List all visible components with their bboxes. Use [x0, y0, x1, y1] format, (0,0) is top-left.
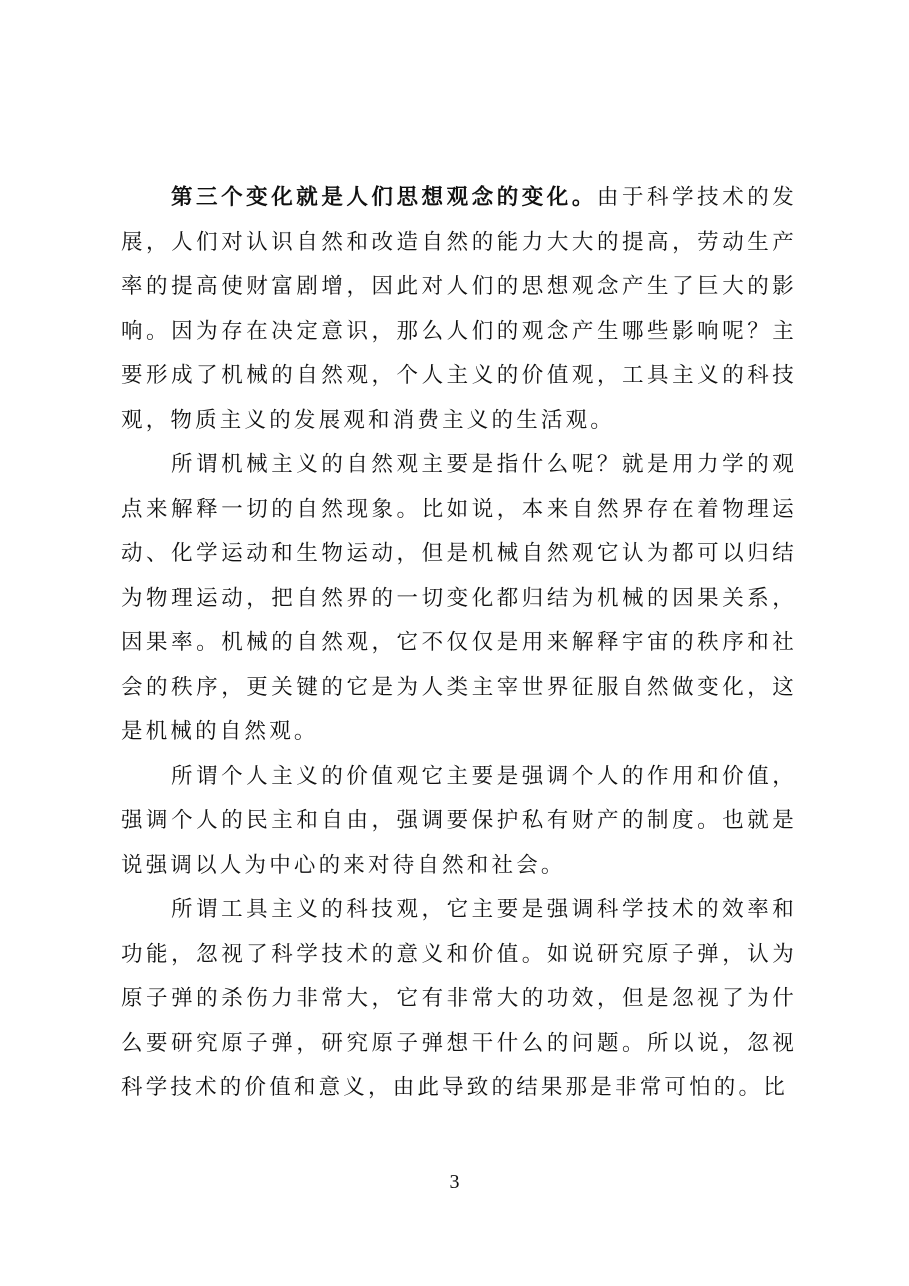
body-text	[121, 176, 797, 1111]
page-number: 3	[449, 1171, 460, 1193]
paragraph-3: 所谓个人主义的价值观它主要是强调个人的作用和价值，强调个人的民主和自由，强调要保护私有财产的制度。也就是说强调以人为中心的来对待自然和社会。	[121, 763, 797, 878]
paragraph-1-text: 由于科学技术的发展，人们对认识自然和改造自然的能力大大的提高，劳动生产率的提高使财富剧增，因此对人们的思想观念产生了巨大的影响。因为存在决定意识，那么人们的观念产生哪些影响呢？主要形成了机械的自然观，个人主义的价值观，工具主义的科技观，物质主义的发展观和消费主义的生活观。	[121, 185, 797, 433]
paragraph-1	[121, 176, 797, 443]
paragraph-4: 所谓工具主义的科技观，它主要是强调科学技术的效率和功能，忽视了科学技术的意义和价值。如说研究原子弹，认为原子弹的杀伤力非常大，它有非常大的功效，但是忽视了为什么要研究原子弹，研究原子弹想干什么的问题。所以说，忽视科学技术的价值和意义，由此导致的结果那是非常可怕的。比	[121, 897, 797, 1100]
paragraph-2: 所谓机械主义的自然观主要是指什么呢？就是用力学的观点来解释一切的自然现象。比如说，本来自然界存在着物理运动、化学运动和生物运动，但是机械自然观它认为都可以归结为物理运动，把自然界的一切变化都归结为机械的因果关系，因果率。机械的自然观，它不仅仅是用来解释宇宙的秩序和社会的秩序，更关键的它是为人类主宰世界征服自然做变化，这是机械的自然观。	[121, 452, 797, 744]
paragraph-lead-heading: 第三个变化就是人们思想观念的变化。	[171, 185, 597, 210]
